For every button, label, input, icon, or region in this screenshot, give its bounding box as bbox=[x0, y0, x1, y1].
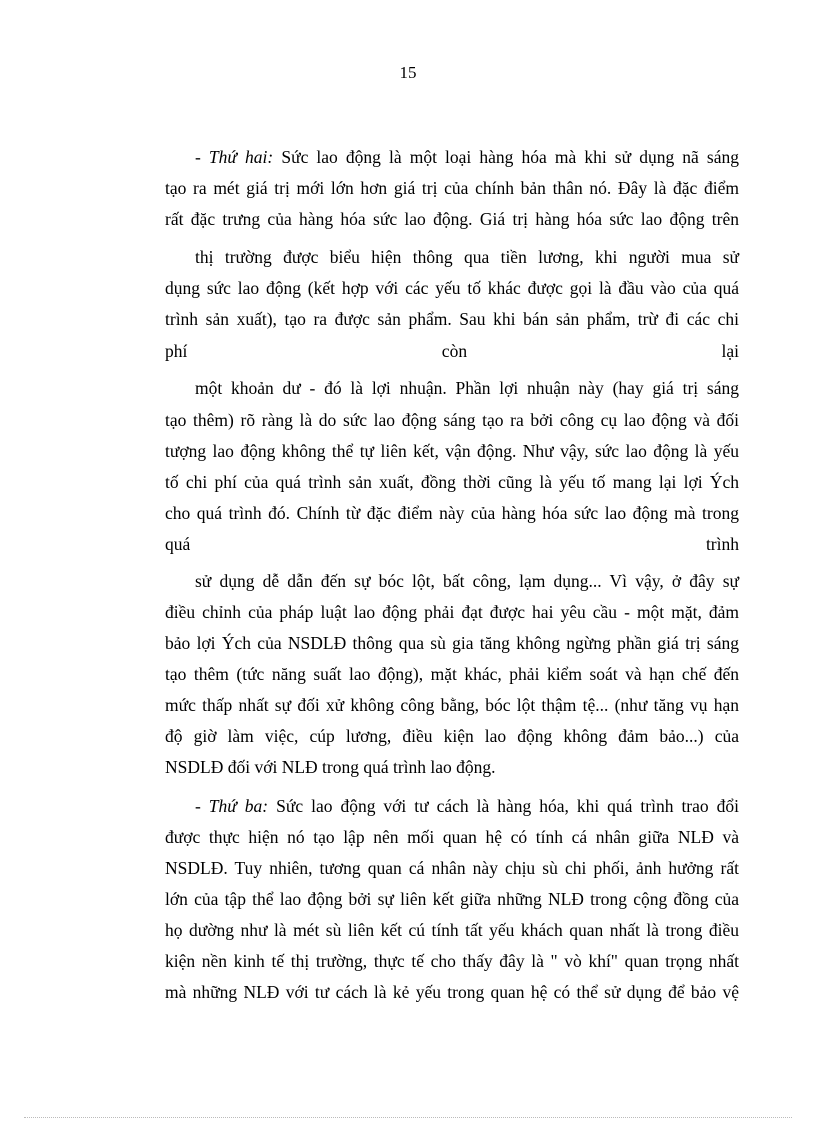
text-line: NSDLĐ. Tuy nhiên, tương quan cá nhân này chịu sù chi phối, ảnh hưởng rất bbox=[165, 858, 739, 878]
text-line: sử dụng dễ dẫn đến sự bóc lột, bất công, lạm dụng... Vì vậy, ở đây sự bbox=[195, 571, 739, 591]
text-line: NSDLĐ đối với NLĐ trong quá trình lao động. bbox=[165, 757, 496, 777]
text-line: quá trình bbox=[165, 534, 739, 554]
text-line: dụng sức lao động (kết hợp với các yếu tố khác được gọi là đầu vào của quá bbox=[165, 278, 739, 298]
text-line: phí còn lại bbox=[165, 341, 739, 361]
text-line: họ dường như là mét sù liên kết cú tính tất yếu khách quan nhất là trong điều bbox=[165, 920, 739, 940]
text-line: bảo lợi Ých của NSDLĐ thông qua sù gia tăng không ngừng phần giá trị sáng bbox=[165, 633, 739, 653]
text-line: tạo thêm (tức năng suất lao động), mặt khác, phải kiểm soát và hạn chế đến bbox=[165, 664, 739, 684]
text-line: mà những NLĐ với tư cách là kẻ yếu trong quan hệ có thể sử dụng để bảo vệ bbox=[165, 982, 739, 1002]
text-line: tạo thêm) rõ ràng là do sức lao động sáng tạo ra bởi công cụ lao động và đối bbox=[165, 410, 739, 430]
paragraph-lead: - Thứ ba: bbox=[195, 796, 269, 816]
text-line: mức thấp nhất sự đối xử không công bằng, bóc lột thậm tệ... (như tăng vụ hạn bbox=[165, 695, 739, 715]
text-line: một khoản dư - đó là lợi nhuận. Phần lợi nhuận này (hay giá trị sáng bbox=[195, 378, 739, 398]
text-line: được thực hiện nó tạo lập nên mối quan hệ có tính cá nhân giữa NLĐ và bbox=[165, 827, 739, 847]
paragraph-lead: - Thứ hai: bbox=[195, 147, 274, 167]
text-line: cho quá trình đó. Chính từ đặc điểm này của hàng hóa sức lao động mà trong bbox=[165, 503, 739, 523]
page-bottom-border bbox=[24, 1117, 792, 1118]
text-line: kiện nền kinh tế thị trường, thực tế cho thấy đây là " vò khí" quan trọng nhất bbox=[165, 951, 739, 971]
text-line: tượng lao động không thể tự liên kết, vận động. Như vậy, sức lao động là yếu bbox=[165, 441, 739, 461]
text-line: độ giờ làm việc, cúp lương, điều kiện lao động không đảm bảo...) của bbox=[165, 726, 739, 746]
text-line: thị trường được biểu hiện thông qua tiền lương, khi người mua sử bbox=[195, 247, 739, 267]
text-line: - Thứ ba: Sức lao động với tư cách là hàng hóa, khi quá trình trao đổi bbox=[195, 796, 739, 816]
text-line: điều chỉnh của pháp luật lao động phải đạt được hai yêu cầu - một mặt, đảm bbox=[165, 602, 739, 622]
page-number: 15 bbox=[399, 63, 417, 82]
text-line: rất đặc trưng của hàng hóa sức lao động. Giá trị hàng hóa sức lao động trên bbox=[165, 209, 739, 229]
text-line: - Thứ hai: Sức lao động là một loại hàng hóa mà khi sử dụng nã sáng bbox=[195, 147, 739, 167]
text-line: tố chi phí của quá trình sản xuất, đồng thời cũng là yếu tố mang lại lợi Ých bbox=[165, 472, 739, 492]
text-line: trình sản xuất), tạo ra được sản phẩm. Sau khi bán sản phẩm, trừ đi các chi bbox=[165, 309, 739, 329]
text-line: tạo ra mét giá trị mới lớn hơn giá trị của chính bản thân nó. Đây là đặc điểm bbox=[165, 178, 739, 198]
text-line: lớn của tập thể lao động bởi sự liên kết giữa những NLĐ trong cộng đồng của bbox=[165, 889, 739, 909]
